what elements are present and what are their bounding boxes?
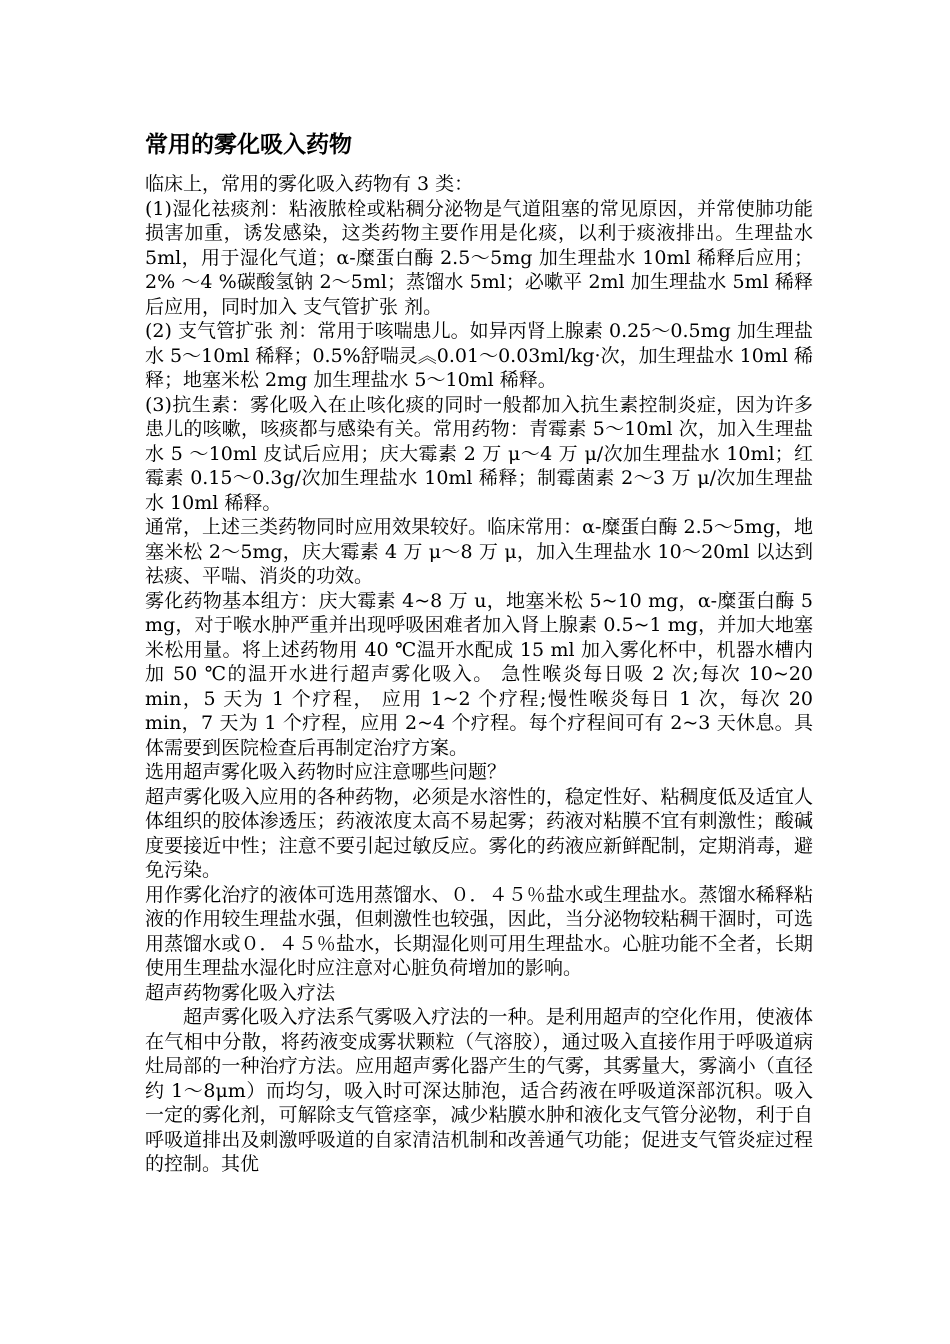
section-heading-therapy: 超声药物雾化吸入疗法 (145, 981, 336, 1004)
paragraph-antibiotic: (3)抗生素：雾化吸入在止咳化痰的同时一般都加入抗生素控制炎症，因为许多患儿的咳嗽，咳痰都与感染有关。常用药物：青霉素 5～10ml 次，加入生理盐水 5 ～10ml 皮试后应用；庆大霉素 2 万 μ～4 万 μ/次加生理盐水 10ml；红霉素 0.15～0.3g/次加生理盐水 10ml 稀释；制霉菌素 2～3 万 μ/次加生理盐水 10ml 稀释。 (145, 393, 813, 514)
paragraph-formula: 雾化药物基本组方：庆大霉素 4~8 万 u，地塞米松 5~10 mg，α-糜蛋白酶 5 mg，对于喉水肿严重并出现呼吸困难者加入肾上腺素 0.5~1 mg，并加大地塞米松用量。将上述药物用 40 ℃温开水配成 15 ml 加入雾化杯中，机器水槽内加 50 ℃的温开水进行超声雾化吸入。 急性喉炎每日吸 2 次;每次 10~20 min，5 天为 1 个疗程， 应用 1~2 个疗程;慢性喉炎每日 1 次，每次 20 min，7 天为 1 个疗程，应用 2~4 个疗程。每个疗程间可有 2~3 天休息。具体需要到医院检查后再制定治疗方案。 (145, 589, 813, 759)
paragraph-liquids: 用作雾化治疗的液体可选用蒸馏水、０．４５％盐水或生理盐水。蒸馏水稀释粘液的作用较生理盐水强，但刺激性也较强，因此，当分泌物较粘稠干涸时，可选用蒸馏水或０．４５％盐水，长期湿化则可用生理盐水。心脏功能不全者，长期使用生理盐水湿化时应注意对心脏负荷增加的影响。 (145, 883, 813, 979)
paragraph-bronchodilator: (2) 支气管扩张 剂：常用于咳喘患儿。如异丙肾上腺素 0.25～0.5mg 加生理盐水 5～10ml 稀释；0.5%舒喘灵︽0.01～0.03ml/kg·次，加生理盐水 10ml 稀释；地塞米松 2mg 加生理盐水 5～10ml 稀释。 (145, 320, 813, 391)
document-title: 常用的雾化吸入药物 (145, 132, 352, 158)
paragraph-combination: 通常，上述三类药物同时应用效果较好。临床常用：α-糜蛋白酶 2.5～5mg，地塞米松 2～5mg，庆大霉素 4 万 μ～8 万 μ，加入生理盐水 10～20ml 以达到祛痰、平喘、消炎的功效。 (145, 516, 813, 587)
paragraph-precautions: 超声雾化吸入应用的各种药物，必须是水溶性的，稳定性好、粘稠度低及适宜人体组织的胶体渗透压；药液浓度太高不易起雾；药液对粘膜不宜有刺激性；酸碱度要接近中性；注意不要引起过敏反应。雾化的药液应新鲜配制，定期消毒，避免污染。 (145, 785, 813, 881)
document-page (145, 130, 813, 1177)
section-heading-precautions: 选用超声雾化吸入药物时应注意哪些问题？ (145, 761, 507, 783)
paragraph-intro: 临床上，常用的雾化吸入药物有 3 类： (145, 173, 474, 195)
paragraph-expectorant: (1)湿化祛痰剂：粘液脓栓或粘稠分泌物是气道阻塞的常见原因，并常使肺功能损害加重，诱发感染，这类药物主要作用是化痰，以利于痰液排出。生理盐水 5ml，用于湿化气道；α-糜蛋白酶 2.5～5mg 加生理盐水 10ml 稀释后应用；2% ～4 %碳酸氢钠 2～5ml；蒸馏水 5ml；必嗽平 2ml 加生理盐水 5ml 稀释后应用，同时加入 支气管扩张 剂。 (145, 197, 813, 318)
paragraph-therapy: 超声雾化吸入疗法系气雾吸入疗法的一种。是利用超声的空化作用，使液体在气相中分散，将药液变成雾状颗粒（气溶胶），通过吸入直接作用于呼吸道病灶局部的一种治疗方法。应用超声雾化器产生的气雾，其雾量大，雾滴小（直径约 1～8μm）而均匀，吸入时可深达肺泡，适合药液在呼吸道深部沉积。吸入一定的雾化剂，可解除支气管痉挛，减少粘膜水肿和液化支气管分泌物，利于自呼吸道排出及刺激呼吸道的自家清洁机制和改善通气功能；促进支气管炎症过程的控制。其优 (145, 1006, 813, 1175)
